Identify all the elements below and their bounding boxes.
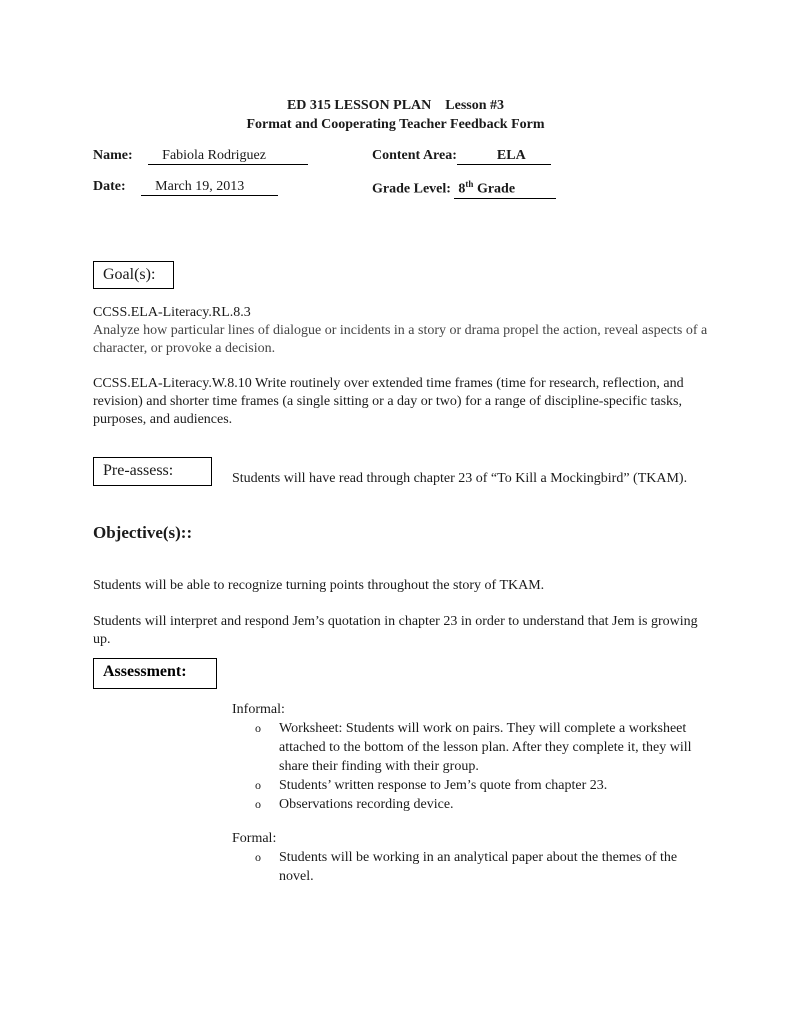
informal-assessment bbox=[232, 701, 712, 814]
grade-level-value bbox=[454, 179, 556, 199]
grade-number: 8 bbox=[458, 181, 466, 197]
bullet-icon: o bbox=[255, 721, 261, 735]
preassess-heading: Pre-assess: bbox=[93, 457, 212, 486]
informal-label: Informal: bbox=[232, 702, 285, 717]
goals-section bbox=[93, 304, 713, 358]
content-area-value: ELA bbox=[457, 148, 551, 165]
standard-2-text: CCSS.ELA-Literacy.W.8.10 Write routinely over extended time frames (time for research, reflection, and revision) and shorter time frames (a single sitting or a day or two) for a range of discipline-specific tasks, purposes, and audiences. bbox=[93, 376, 684, 427]
list-item: o Students will be working in an analytical paper about the themes of the novel. bbox=[255, 850, 678, 884]
standard-1-text: Analyze how particular lines of dialogue or incidents in a story or drama propel the action, reveal aspects of a character, or provoke a decision. bbox=[93, 323, 708, 356]
name-value: Fabiola Rodriguez bbox=[148, 148, 308, 165]
lesson-number: Lesson #3 bbox=[445, 98, 505, 113]
date-label: Date: bbox=[93, 179, 126, 194]
informal-list bbox=[232, 719, 712, 814]
formal-assessment bbox=[232, 830, 712, 886]
document-subtitle: Format and Cooperating Teacher Feedback Form bbox=[246, 117, 545, 132]
assessment-heading: Assessment: bbox=[93, 658, 217, 689]
standard-1-code: CCSS.ELA-Literacy.RL.8.3 bbox=[93, 305, 251, 320]
name-row bbox=[93, 148, 308, 165]
list-item: o Students’ written response to Jem’s quote from chapter 23. bbox=[255, 778, 608, 793]
bullet-icon: o bbox=[255, 778, 261, 792]
name-label: Name: bbox=[93, 148, 133, 163]
goals-heading: Goal(s): bbox=[93, 261, 174, 289]
document-title bbox=[0, 98, 791, 114]
objective-item: Students will interpret and respond Jem’s quotation in chapter 23 in order to understand that Jem is growing up. bbox=[93, 614, 698, 647]
date-value: March 19, 2013 bbox=[141, 179, 278, 196]
grade-level-label: Grade Level: bbox=[372, 181, 451, 197]
preassess-text: Students will have read through chapter 23 of “To Kill a Mockingbird” (TKAM). bbox=[232, 471, 688, 486]
grade-word: Grade bbox=[476, 181, 516, 197]
bullet-icon: o bbox=[255, 850, 261, 864]
objective-item: Students will be able to recognize turning points throughout the story of TKAM. bbox=[93, 578, 545, 593]
content-area-row bbox=[372, 148, 551, 165]
content-area-label: Content Area: bbox=[372, 148, 457, 163]
bullet-icon: o bbox=[255, 797, 261, 811]
formal-label: Formal: bbox=[232, 831, 277, 846]
objectives-heading: Objective(s):: bbox=[93, 523, 193, 542]
formal-list bbox=[232, 848, 712, 886]
grade-level-row bbox=[372, 179, 556, 199]
date-row bbox=[93, 179, 278, 196]
grade-ordinal-suffix: th bbox=[465, 179, 474, 189]
list-item: o Observations recording device. bbox=[255, 797, 454, 812]
plan-title: ED 315 LESSON PLAN bbox=[286, 98, 432, 113]
list-item: o Worksheet: Students will work on pairs. They will complete a worksheet attached to the bottom of the lesson plan. After they complete it, they will share their finding with their group. bbox=[255, 721, 692, 774]
